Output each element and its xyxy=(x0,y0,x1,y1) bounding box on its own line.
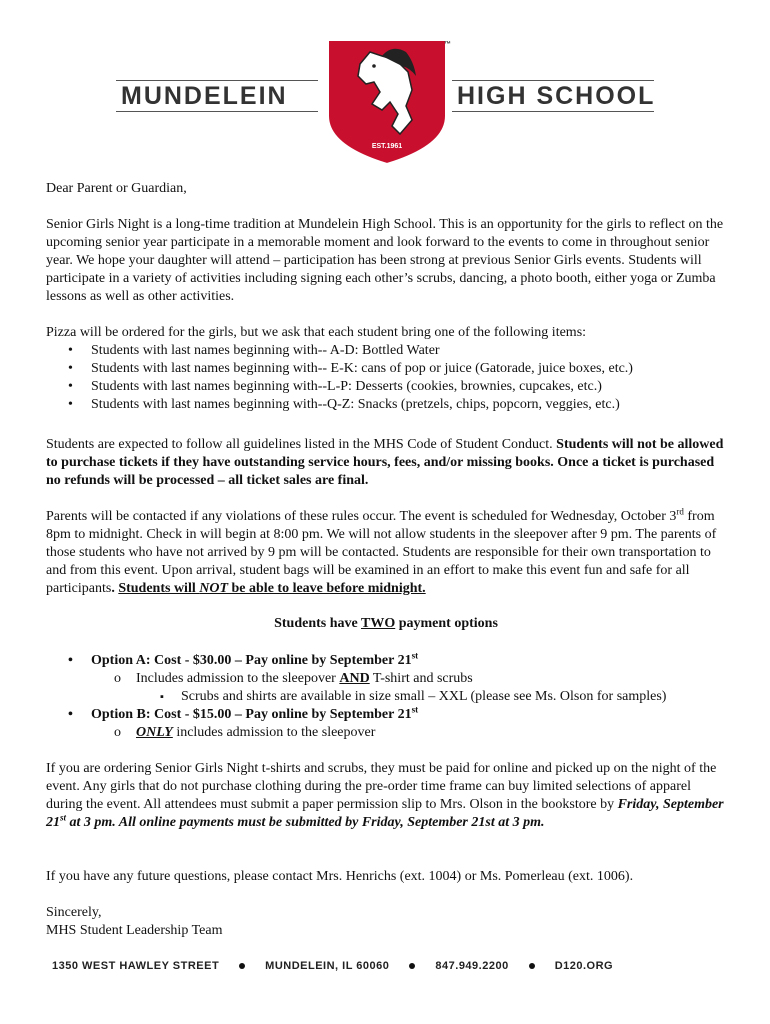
letterhead-rule-right-top xyxy=(452,80,654,81)
ordering-deadline: Friday, September 21 xyxy=(46,797,724,830)
option-a-sub xyxy=(46,670,726,688)
option-b-sub-post: includes admission to the sleepover xyxy=(172,725,376,740)
rules-sup: rd xyxy=(676,506,684,517)
option-a-detail xyxy=(46,688,726,706)
rules-paragraph xyxy=(46,508,726,598)
payment-heading-pre: Students have xyxy=(274,616,361,631)
letterhead-right-word: HIGH SCHOOL xyxy=(457,82,656,110)
rules-warn2: be able to leave before midnight. xyxy=(228,581,426,596)
payment-heading-two: TWO xyxy=(360,616,396,631)
letterhead-rule-left-bottom xyxy=(116,111,318,112)
list-item: • Students with last names beginning with-- A-D: Bottled Water xyxy=(46,342,726,360)
greeting-text: Dear Parent or Guardian, xyxy=(46,181,187,196)
letter-intro xyxy=(46,216,726,306)
intro-paragraph: Senior Girls Night is a long-time tradition at Mundelein High School. This is an opportunity for the girls to reflect on the upcoming senior year participate in a memorable moment and look forward to the events to come in throughout senior year. We hope your daughter will attend – participation has been strong at previous Senior Girls events. Students will participate in a variety of activities including signing each other’s scrubs, dancing, a photo booth, either yoga or Zumba lessons as well as other activities. xyxy=(46,217,724,304)
footer-dot-icon xyxy=(239,963,245,969)
footer-city: MUNDELEIN, IL 60060 xyxy=(265,960,390,972)
list-item: • Students with last names beginning with--L-P: Desserts (cookies, brownies, cupcakes, etc.) xyxy=(46,378,726,396)
footer-address: 1350 WEST HAWLEY STREET xyxy=(52,960,220,972)
pizza-intro: Pizza will be ordered for the girls, but we ask that each student bring one of the following items: xyxy=(46,325,587,340)
letterhead-rule-right-bottom xyxy=(452,111,654,112)
ordering-deadline2: at 3 pm. All online payments must be submitted by Friday, September 21st at 3 pm. xyxy=(66,815,545,830)
rules-part1: Parents will be contacted if any violations of these rules occur. The event is scheduled for Wednesday, October 3 xyxy=(46,509,677,524)
conduct-bold: Students will not be allowed to purchase tickets if they have outstanding service hours, fees, and/or missing books. Once a ticket is purchased no refunds will be processed – all ticket sales are final. xyxy=(46,437,724,488)
rules-warn1: Students will xyxy=(118,581,200,596)
letterhead-left-word: MUNDELEIN xyxy=(121,82,288,110)
option-a-sub-and: AND xyxy=(339,671,370,686)
conduct-paragraph xyxy=(46,436,726,490)
signature-text: MHS Student Leadership Team xyxy=(46,923,223,938)
option-a-detail-text: Scrubs and shirts are available in size small – XXL (please see Ms. Olson for samples) xyxy=(181,689,667,704)
payment-heading xyxy=(46,615,726,633)
option-a-label: Option A: Cost - $30.00 – Pay online by September 21 xyxy=(91,653,412,668)
footer-web: D120.ORG xyxy=(554,960,614,972)
school-shield-logo xyxy=(326,38,448,166)
rules-part2: from 8pm to midnight. Check in will begin at 8:00 pm. We will not allow students in the sleepover after 9 pm. The parents of those students who have not arrived by 9 pm will be contacted. Students are responsible for their own transportation to and from this event. Upon arrival, student bags will be examined in an effort to make this event fun and safe for all participants xyxy=(46,509,717,596)
rules-warn-not: NOT xyxy=(199,581,229,596)
rules-period: . xyxy=(111,581,119,596)
questions-text: If you have any future questions, please contact Mrs. Henrichs (ext. 1004) or Ms. Pomerleau (ext. 1006). xyxy=(46,869,634,884)
option-a xyxy=(46,652,726,670)
trademark-mark: ™ xyxy=(444,41,451,48)
option-a-sub-pre: Includes admission to the sleepover xyxy=(136,671,340,686)
closing-block xyxy=(46,904,726,940)
option-a-sup: st xyxy=(411,650,419,661)
ordering-normal: If you are ordering Senior Girls Night t-shirts and scrubs, they must be paid for online and picked up on the night of the event. Any girls that do not purchase clothing during the pre-order time frame can buy limited selections of apparel during the event. All attendees must submit a paper permission slip to Mrs. Olson in the bookstore by xyxy=(46,761,717,812)
list-item: • Students with last names beginning with-- E-K: cans of pop or juice (Gatorade, juice boxes, etc.) xyxy=(46,360,726,378)
ordering-sup: st xyxy=(60,812,67,823)
conduct-normal: Students are expected to follow all guidelines listed in the MHS Code of Student Conduct. xyxy=(46,437,557,452)
closing-text: Sincerely, xyxy=(46,905,102,920)
footer-phone: 847.949.2200 xyxy=(435,960,509,972)
option-b-sup: st xyxy=(411,704,419,715)
pizza-section xyxy=(46,324,726,414)
items-list xyxy=(46,342,726,414)
established-text: EST.1961 xyxy=(371,143,403,150)
option-b-sub xyxy=(46,724,726,742)
questions-paragraph xyxy=(46,868,726,886)
option-b xyxy=(46,706,726,724)
footer-dot-icon xyxy=(409,963,415,969)
ordering-paragraph xyxy=(46,760,726,832)
payment-options xyxy=(46,652,726,742)
letterhead-rule-left-top xyxy=(116,80,318,81)
list-item: • Students with last names beginning with--Q-Z: Snacks (pretzels, chips, popcorn, veggies, etc.) xyxy=(46,396,726,414)
option-a-sub-post: T-shirt and scrubs xyxy=(369,671,473,686)
letter-greeting xyxy=(46,180,726,198)
option-b-sub-only: ONLY xyxy=(136,725,173,740)
footer-dot-icon xyxy=(529,963,535,969)
letter-footer xyxy=(52,960,613,972)
option-b-label: Option B: Cost - $15.00 – Pay online by September 21 xyxy=(91,707,412,722)
payment-heading-post: payment options xyxy=(395,616,498,631)
